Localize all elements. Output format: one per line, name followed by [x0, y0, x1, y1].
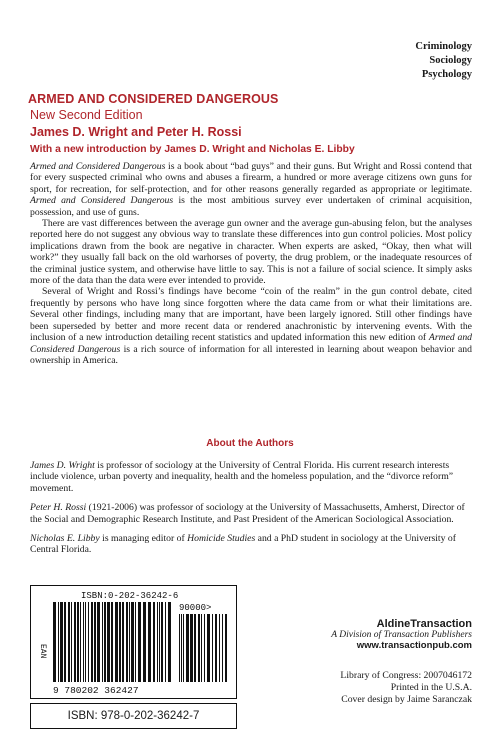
barcode-bar: [153, 602, 155, 682]
barcode-bar: [60, 602, 63, 682]
barcode-bar: [186, 614, 189, 682]
book-authors: James D. Wright and Peter H. Rossi: [30, 125, 242, 139]
description-paragraph-2: There are vast differences between the average gun owner and the average gun-abusing felon, but the analyses reported here do not suggest any obvious way to translate these differences into gun control policies. Most policy implications drawn from the book are negative in character. When experts are asked, “Okay, then what will work?” they usually fall back on the old warhorses of poverty, the drug problem, or the inadequate resources of the criminal justice system, and otherwise have little to say. This is not a failure of social science. It simply asks more of the data than the data were ever intended to provide.: [30, 218, 472, 287]
description-text: Several of Wright and Rossi’s findings have become “coin of the realm” in the gun control debate, cited frequently by persons who have long since forgotten where the data came from or what their limitations are. Several other findings, including many that are important, have been largely ignored. Still other findings have been superseded by better and more recent data or rendered anachronistic by intervening events. With the inclusion of a new introduction detailing recent statistics and updated information this new edition of: [30, 286, 472, 344]
description-text: is a rich source of information for all interested in learning about weapon behavior and ownership in America.: [30, 343, 472, 366]
author-name: Peter H. Rossi: [30, 502, 87, 514]
barcode-bar: [88, 602, 89, 682]
bio-libby: [30, 533, 472, 556]
barcode-bar: [77, 602, 79, 682]
barcode-bar: [138, 602, 141, 682]
barcode-bar: [190, 614, 193, 682]
author-name: James D. Wright: [30, 460, 95, 471]
barcode-bar: [119, 602, 121, 682]
barcode-bar: [181, 614, 182, 682]
bio-wright: [30, 460, 472, 494]
barcode-bars: [53, 602, 171, 682]
description-text: is the most ambitious survey ever undertaken of criminal acquisition, possession, and use of guns.: [30, 195, 472, 218]
barcode-bar: [91, 602, 93, 682]
barcode-bar: [165, 602, 166, 682]
barcode-bar: [212, 614, 213, 682]
barcode: [30, 585, 237, 699]
isbn-13: ISBN: 978-0-202-36242-7: [30, 703, 237, 729]
barcode-bar: [68, 602, 70, 682]
ean-number: 9 780202 362427: [53, 685, 139, 696]
barcode-bar: [129, 602, 130, 682]
barcode-bar: [168, 602, 171, 682]
description-paragraph-3: [30, 286, 472, 366]
barcode-bar: [71, 602, 72, 682]
ean-label: EAN: [38, 644, 47, 659]
author-bios: [30, 460, 472, 564]
barcode-bar: [207, 614, 210, 682]
publisher-division: A Division of Transaction Publishers: [331, 630, 472, 640]
barcode-bar: [126, 602, 128, 682]
barcode-bar: [122, 602, 124, 682]
imprint-info: [340, 670, 472, 706]
barcode-bar: [64, 602, 66, 682]
subject-psychology: Psychology: [421, 69, 472, 80]
barcode-bar: [107, 602, 110, 682]
bio-rossi: [30, 502, 472, 525]
bio-text: is managing editor of: [99, 533, 188, 545]
title-italic: Armed and Considered Dangerous: [30, 161, 166, 172]
barcode-bar: [194, 614, 196, 682]
barcode-bar: [215, 614, 217, 682]
barcode-bar: [102, 602, 103, 682]
barcode-bar: [204, 614, 205, 682]
barcode-bar: [198, 614, 200, 682]
barcode-bar: [83, 602, 84, 682]
intro-credit: With a new introduction by James D. Wright and Nicholas E. Libby: [30, 144, 355, 155]
barcode-bar: [201, 614, 202, 682]
barcode-graphic: [31, 586, 236, 698]
barcode-bar: [85, 602, 86, 682]
author-name: Nicholas E. Libby: [30, 533, 100, 545]
barcode-bar: [104, 602, 106, 682]
barcode-bar: [53, 602, 56, 682]
publisher-block: [331, 618, 472, 651]
isbn-top-text: ISBN:0-202-36242-6: [81, 591, 179, 601]
about-authors-heading: About the Authors: [206, 438, 294, 449]
book-title: ARMED AND CONSIDERED DANGEROUS: [28, 92, 279, 106]
subject-sociology: Sociology: [429, 55, 472, 66]
bio-text: and a PhD student in sociology at the University of Central Florida.: [30, 533, 456, 556]
barcode-bar: [225, 614, 227, 682]
barcode-bar: [159, 602, 160, 682]
description-paragraph-1: [30, 161, 472, 218]
bio-text: (1921-2006) was professor of sociology at the University of Massachusetts, Amherst, Director of the Social and Demographic Research Institute, and Past President of the American Sociological Association.: [30, 502, 465, 525]
book-edition: New Second Edition: [30, 108, 143, 122]
barcode-bar: [161, 602, 163, 682]
barcode-bar: [179, 614, 180, 682]
price-code: 90000>: [179, 603, 212, 613]
barcode-bar: [135, 602, 136, 682]
title-italic: Armed and Considered Dangerous: [30, 332, 473, 355]
barcode-bar: [143, 602, 146, 682]
barcode-bar: [131, 602, 134, 682]
barcode-bar: [94, 602, 96, 682]
barcode-bar: [157, 602, 158, 682]
barcode-bar: [74, 602, 76, 682]
barcode-bar: [111, 602, 113, 682]
bio-text: is professor of sociology at the University of Central Florida. His current research interests include violence, urban poverty and inequality, health and the homeless population, and the “divorce reform” movement.: [30, 460, 454, 494]
printed-in: Printed in the U.S.A.: [390, 682, 472, 693]
publisher-url: www.transactionpub.com: [356, 640, 472, 651]
journal-name: Homicide Studies: [187, 533, 256, 545]
barcode-bar: [222, 614, 223, 682]
barcode-bar: [80, 602, 81, 682]
title-italic: Armed and Considered Dangerous: [30, 195, 174, 207]
barcode-bar: [115, 602, 118, 682]
barcode-bar: [58, 602, 59, 682]
price-addon-bars: [179, 614, 227, 682]
barcode-bar: [219, 614, 220, 682]
description-text: is a book about “bad guys” and their guns. But Wright and Rossi contend that for every suspected criminal who owns and abuses a firearm, a hundred or more average citizens own guns for sport, for recreation, for self-protection, and for other reasons generally regarded as appropriate or legitimate.: [30, 161, 472, 195]
barcode-bar: [97, 602, 100, 682]
subject-categories: [415, 40, 472, 82]
barcode-bar: [148, 602, 151, 682]
barcode-bar: [183, 614, 184, 682]
subject-criminology: Criminology: [415, 41, 472, 52]
publisher-name: AldineTransaction: [376, 618, 472, 630]
cover-design-credit: Cover design by Jaime Saranczak: [341, 694, 472, 705]
library-of-congress: Library of Congress: 2007046172: [340, 670, 472, 681]
book-description: [30, 161, 472, 366]
